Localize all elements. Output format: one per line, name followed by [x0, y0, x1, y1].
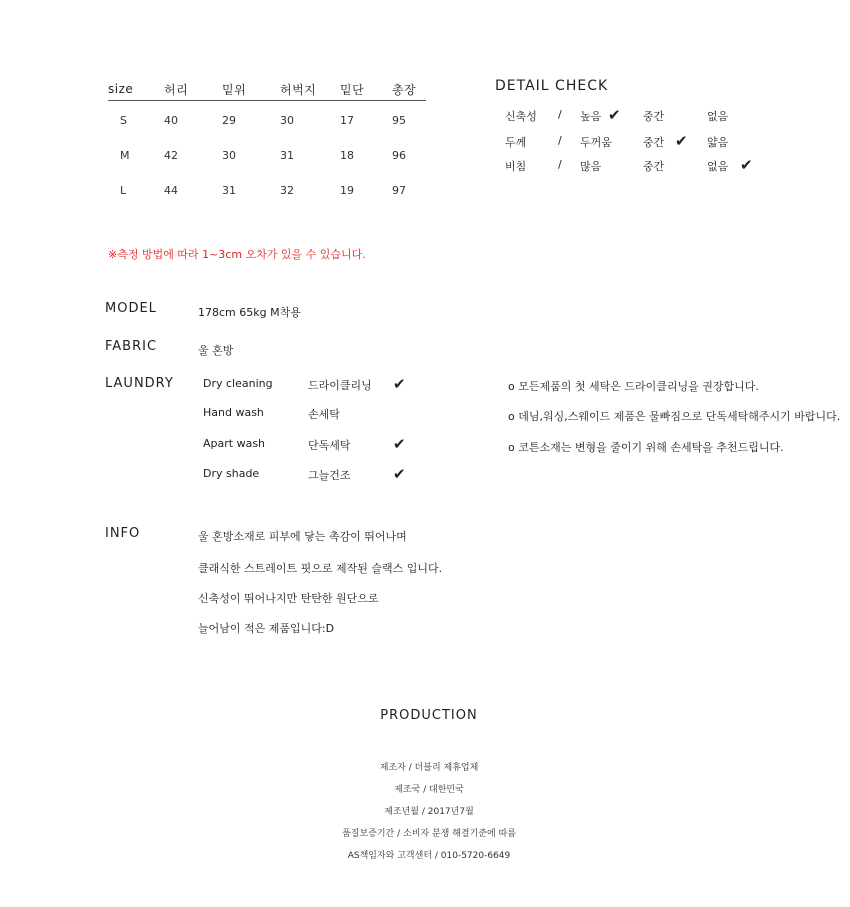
size-header-length: 총장	[392, 78, 426, 101]
table-row	[108, 136, 426, 171]
size-table-header	[108, 78, 426, 101]
table-cell: 95	[392, 114, 406, 127]
laundry-item-en: Hand wash	[203, 406, 264, 419]
table-cell: 19	[340, 184, 354, 197]
size-header-hem: 밑단	[340, 78, 392, 101]
detail-option: 두꺼움	[580, 136, 612, 149]
detail-option: 없음	[707, 160, 729, 173]
detail-option: 없음	[707, 110, 729, 123]
model-value: 178cm 65kg M착용	[198, 306, 301, 319]
detail-label: 두께	[505, 136, 527, 149]
size-header-size: size	[108, 78, 164, 101]
detail-separator: /	[558, 134, 562, 147]
check-icon: ✔	[393, 375, 406, 393]
info-line: 늘어남이 적은 제품입니다:D	[198, 622, 335, 635]
production-line: AS책임자와 고객센터 / 010-5720-6649	[347, 851, 511, 861]
laundry-note: o 데님,워싱,스웨이드 제품은 물빠짐으로 단독세탁해주시기 바랍니다.	[508, 410, 841, 423]
measurement-notice: ※측정 방법에 따라 1~3cm 오차가 있을 수 있습니다.	[108, 248, 366, 261]
table-cell: L	[120, 184, 127, 197]
detail-option: 높음	[580, 110, 602, 123]
table-cell: 96	[392, 149, 406, 162]
table-cell: S	[120, 114, 127, 127]
size-table	[108, 78, 426, 206]
table-cell: 31	[222, 184, 236, 197]
info-line: 신축성이 뛰어나지만 탄탄한 원단으로	[198, 592, 379, 605]
check-icon: ✔	[393, 435, 406, 453]
laundry-item-en: Dry cleaning	[203, 377, 273, 390]
table-cell: 18	[340, 149, 354, 162]
laundry-item-ko: 단독세탁	[308, 439, 351, 452]
table-cell: 30	[280, 114, 294, 127]
detail-option: 많음	[580, 160, 602, 173]
table-row	[108, 171, 426, 206]
detail-label: 비침	[505, 160, 527, 173]
table-cell: 42	[164, 149, 178, 162]
detail-option: 얇음	[707, 136, 729, 149]
table-cell: 17	[340, 114, 354, 127]
detail-separator: /	[558, 108, 562, 121]
size-header-rise: 밑위	[222, 78, 280, 101]
model-label: MODEL	[105, 301, 157, 316]
laundry-item-en: Dry shade	[203, 467, 260, 480]
table-row	[108, 101, 426, 137]
production-title: PRODUCTION	[380, 708, 478, 723]
production-line: 제조년월 / 2017년7월	[384, 807, 474, 817]
production-line: 제조국 / 대한민국	[394, 785, 464, 795]
check-icon: ✔	[393, 465, 406, 483]
detail-check-title: DETAIL CHECK	[495, 78, 609, 94]
detail-separator: /	[558, 158, 562, 171]
table-cell: 40	[164, 114, 178, 127]
check-icon: ✔	[740, 156, 753, 174]
laundry-item-en: Apart wash	[203, 437, 266, 450]
table-cell: 29	[222, 114, 236, 127]
detail-option: 중간	[643, 160, 665, 173]
laundry-note: o 코튼소재는 변형을 줄이기 위해 손세탁을 추천드립니다.	[508, 441, 784, 454]
laundry-item-ko: 드라이클리닝	[308, 379, 372, 392]
check-icon: ✔	[608, 106, 621, 124]
laundry-item-ko: 그늘건조	[308, 469, 351, 482]
detail-option: 중간	[643, 136, 665, 149]
table-cell: 31	[280, 149, 294, 162]
laundry-label: LAUNDRY	[105, 376, 174, 391]
info-label: INFO	[105, 526, 141, 541]
table-cell: M	[120, 149, 130, 162]
table-cell: 32	[280, 184, 294, 197]
production-line: 제조자 / 더블리 제휴업체	[379, 763, 479, 773]
size-header-waist: 허리	[164, 78, 222, 101]
laundry-item-ko: 손세탁	[308, 408, 340, 421]
production-line: 품질보증기간 / 소비자 분쟁 해결기준에 따름	[342, 829, 516, 839]
table-cell: 97	[392, 184, 406, 197]
table-cell: 30	[222, 149, 236, 162]
laundry-note: o 모든제품의 첫 세탁은 드라이클리닝을 권장합니다.	[508, 380, 759, 393]
detail-label: 신축성	[505, 110, 537, 123]
detail-option: 중간	[643, 110, 665, 123]
info-line: 클래식한 스트레이트 핏으로 제작된 슬랙스 입니다.	[198, 562, 443, 575]
table-cell: 44	[164, 184, 178, 197]
info-line: 울 혼방소재로 피부에 닿는 촉감이 뛰어나며	[198, 530, 407, 543]
size-header-thigh: 허벅지	[280, 78, 340, 101]
fabric-label: FABRIC	[105, 339, 158, 354]
fabric-value: 울 혼방	[198, 344, 234, 357]
check-icon: ✔	[675, 132, 688, 150]
